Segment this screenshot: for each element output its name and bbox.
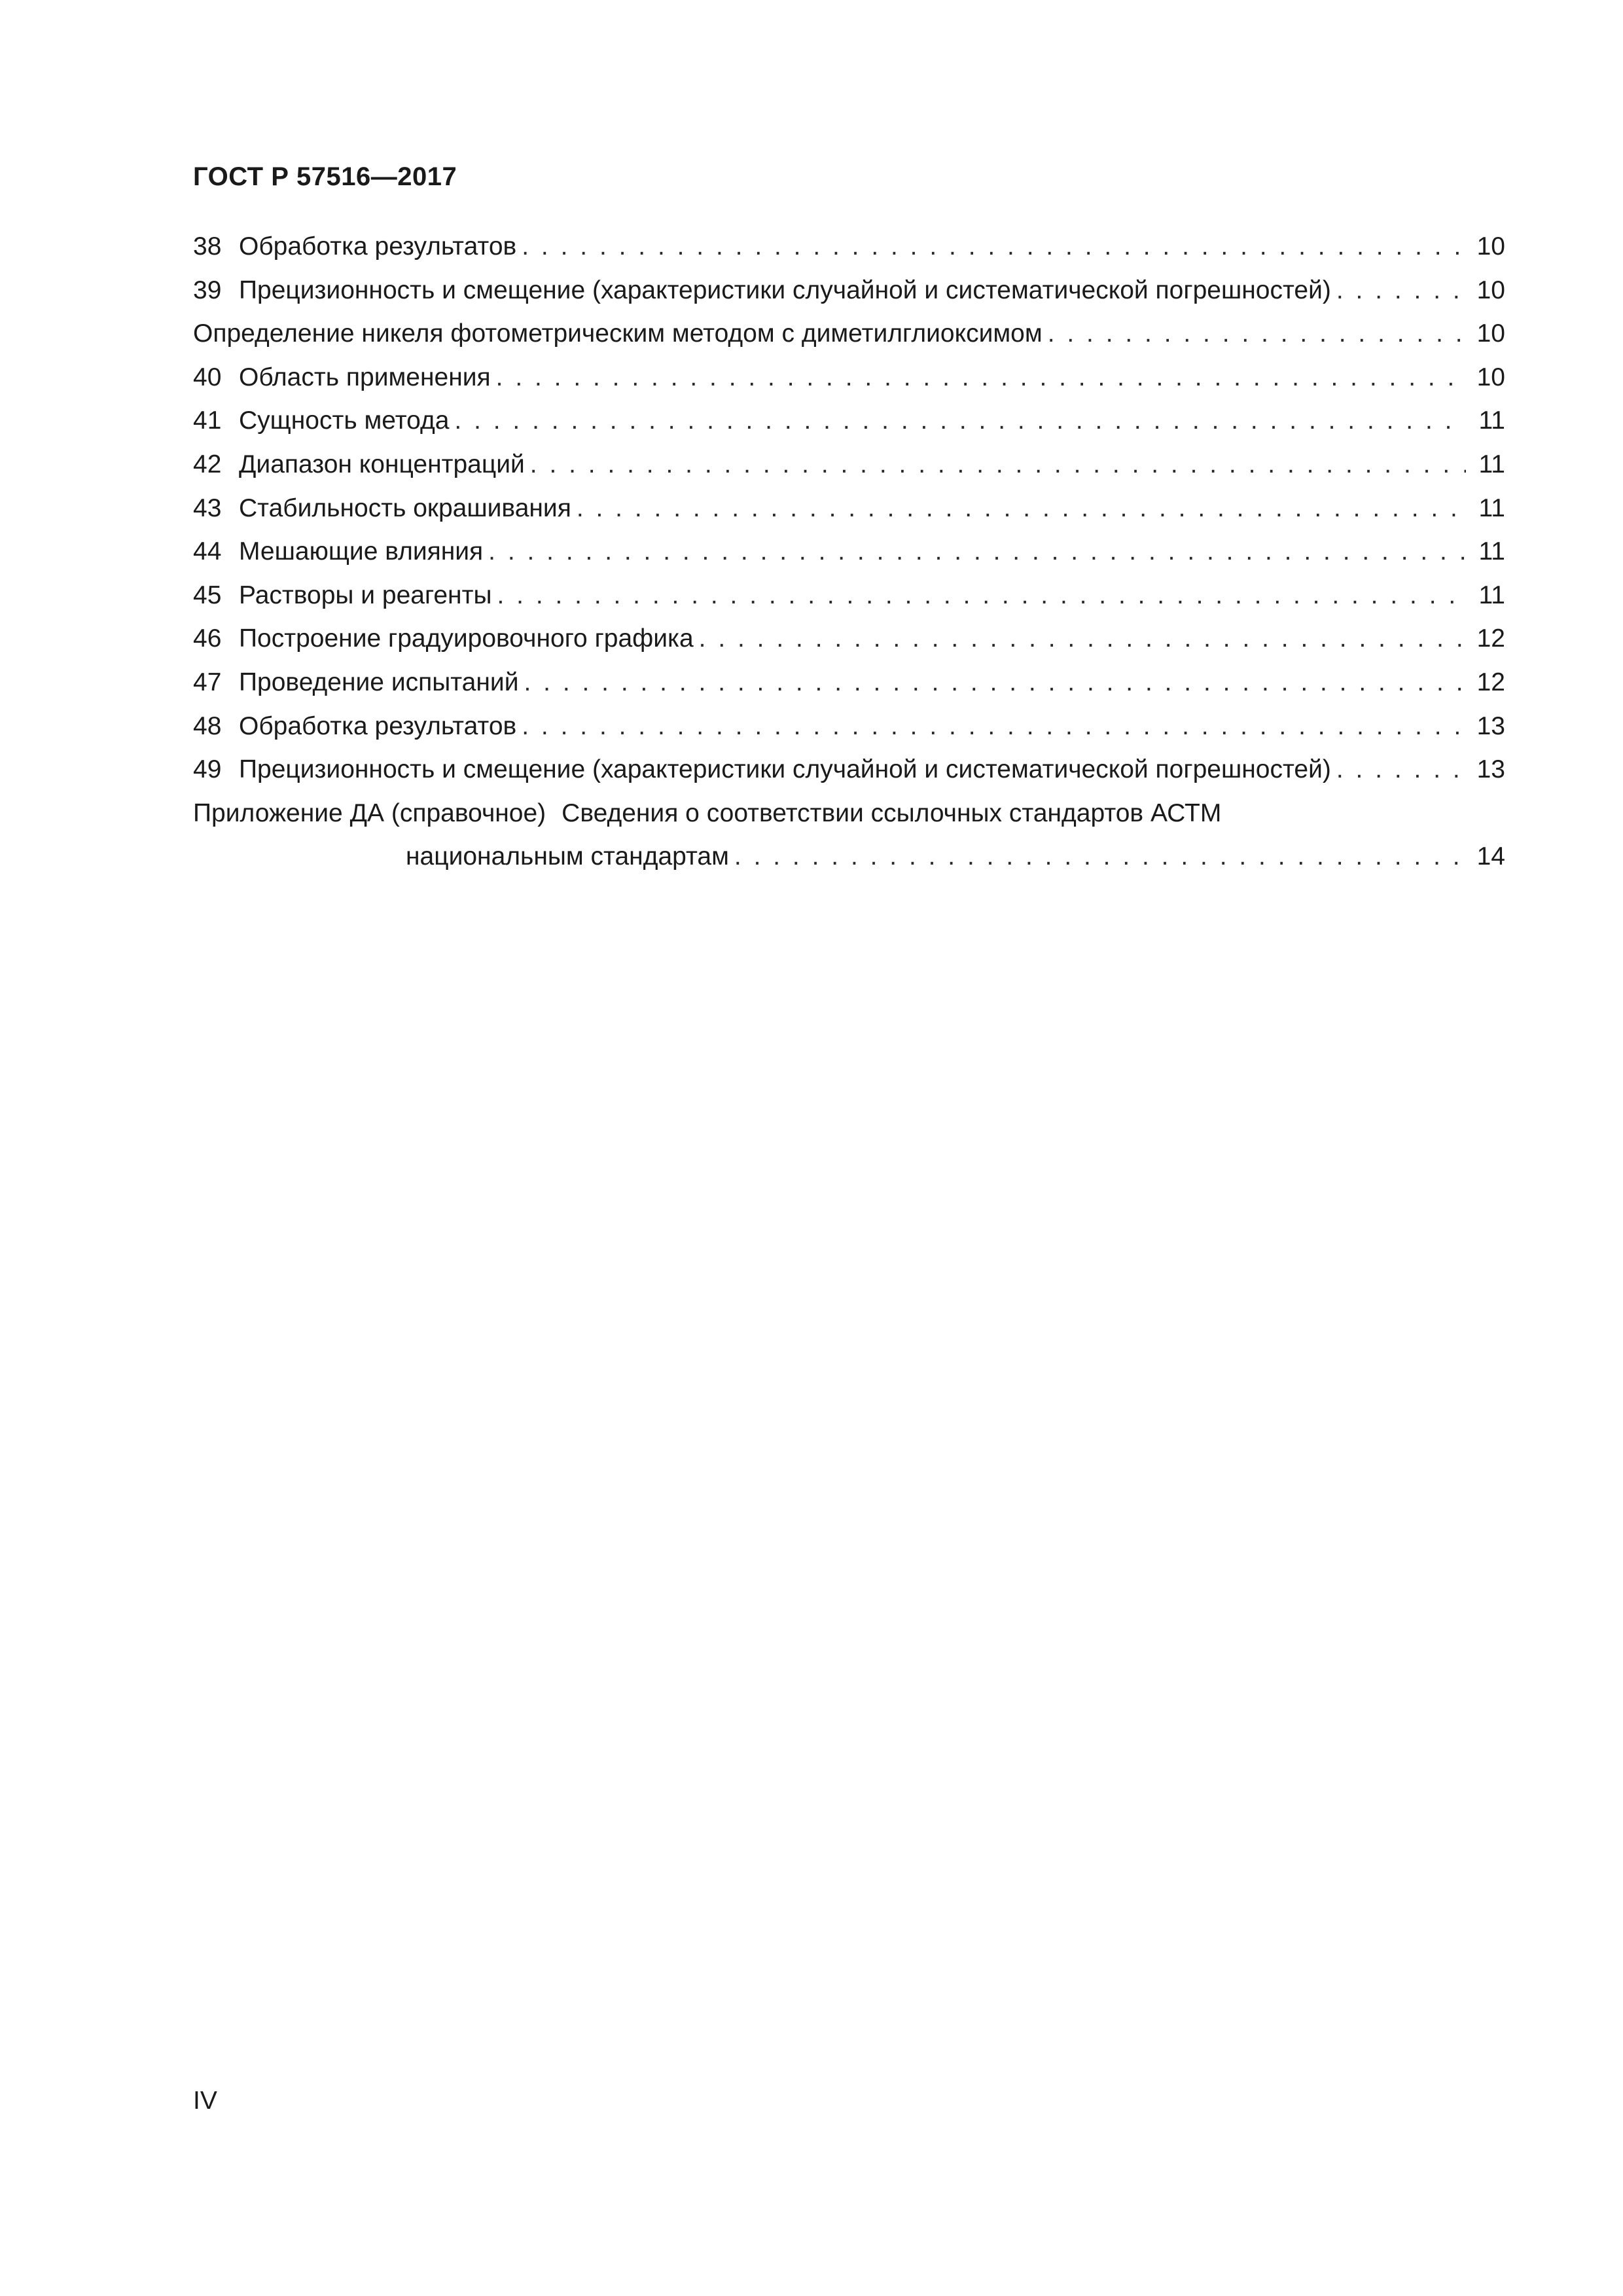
toc-entry-page: 12 bbox=[1476, 624, 1505, 653]
toc-leader-dots bbox=[694, 617, 1466, 661]
toc-entry-page: 13 bbox=[1476, 755, 1505, 784]
toc-entry-title: Стабильность окрашивания bbox=[239, 493, 571, 522]
toc-entry-page: 13 bbox=[1476, 711, 1505, 740]
toc-leader-dots bbox=[525, 443, 1466, 487]
toc-entry-number: 44 bbox=[193, 537, 222, 566]
toc-leader-dots bbox=[518, 661, 1466, 705]
toc-entry-title: Мешающие влияния bbox=[239, 537, 484, 566]
toc-entry-title: Прецизионность и смещение (характеристики случайной и систематической погрешностей) bbox=[239, 276, 1331, 304]
toc-entry-number: 42 bbox=[193, 450, 222, 478]
toc-entry-page: 11 bbox=[1478, 537, 1505, 566]
toc-leader-dots bbox=[491, 574, 1466, 618]
document-header-standard-id: ГОСТ Р 57516—2017 bbox=[193, 162, 457, 191]
toc-entry-number: 41 bbox=[193, 406, 222, 435]
table-of-contents bbox=[193, 225, 1505, 879]
toc-entry-title: Прецизионность и смещение (характеристики случайной и систематической погрешностей) bbox=[239, 755, 1331, 784]
toc-entry-page: 11 bbox=[1478, 493, 1505, 522]
toc-entry-number: 45 bbox=[193, 581, 222, 609]
toc-leader-dots bbox=[483, 530, 1466, 574]
toc-appendix-title-line2: национальным стандартам bbox=[406, 842, 729, 871]
toc-leader-dots bbox=[729, 835, 1466, 879]
toc-appendix-continuation[interactable] bbox=[193, 835, 1505, 879]
toc-entry-title: Растворы и реагенты bbox=[239, 581, 492, 609]
toc-entry-title: Определение никеля фотометрическим методом с диметилглиоксимом bbox=[193, 319, 1043, 348]
toc-entry[interactable] bbox=[193, 574, 1505, 618]
toc-leader-dots bbox=[1331, 748, 1466, 792]
toc-entry-number: 39 bbox=[193, 276, 222, 304]
toc-entry-number: 43 bbox=[193, 493, 222, 522]
toc-appendix-label: Приложение ДА (справочное) bbox=[193, 798, 546, 827]
toc-entry-number: 47 bbox=[193, 668, 222, 696]
toc-entry[interactable] bbox=[193, 269, 1505, 313]
toc-entry-page: 10 bbox=[1476, 319, 1505, 348]
toc-entry[interactable] bbox=[193, 617, 1505, 661]
toc-entry[interactable] bbox=[193, 530, 1505, 574]
toc-entry-title: Проведение испытаний bbox=[239, 668, 519, 696]
toc-entry[interactable] bbox=[193, 356, 1505, 400]
toc-entry-page: 10 bbox=[1476, 276, 1505, 304]
toc-leader-dots bbox=[516, 705, 1466, 749]
toc-entry-number: 48 bbox=[193, 711, 222, 740]
toc-appendix-entry[interactable] bbox=[193, 792, 1505, 836]
toc-entry-title: Обработка результатов bbox=[239, 711, 517, 740]
toc-entry-number: 38 bbox=[193, 232, 222, 260]
toc-leader-dots bbox=[571, 487, 1466, 531]
toc-entry-page: 11 bbox=[1478, 406, 1505, 435]
toc-entry[interactable] bbox=[193, 443, 1505, 487]
toc-entry-page: 11 bbox=[1478, 581, 1505, 609]
page-number: IV bbox=[193, 2087, 217, 2115]
toc-section-heading[interactable] bbox=[193, 312, 1505, 356]
toc-entry-number: 46 bbox=[193, 624, 222, 653]
toc-entry[interactable] bbox=[193, 748, 1505, 792]
toc-entry-page: 14 bbox=[1476, 842, 1505, 871]
toc-entry-number: 40 bbox=[193, 363, 222, 391]
toc-entry[interactable] bbox=[193, 661, 1505, 705]
toc-entry[interactable] bbox=[193, 399, 1505, 443]
toc-entry-title: Построение градуировочного графика bbox=[239, 624, 694, 653]
toc-entry-title: Диапазон концентраций bbox=[239, 450, 525, 478]
toc-entry-page: 12 bbox=[1476, 668, 1505, 696]
toc-leader-dots bbox=[1043, 312, 1466, 356]
toc-leader-dots bbox=[449, 399, 1466, 443]
toc-entry[interactable] bbox=[193, 225, 1505, 269]
toc-entry-title: Область применения bbox=[239, 363, 491, 391]
toc-entry-page: 10 bbox=[1476, 232, 1505, 260]
toc-entry[interactable] bbox=[193, 487, 1505, 531]
toc-leader-dots bbox=[491, 356, 1466, 400]
toc-entry[interactable] bbox=[193, 705, 1505, 749]
toc-entry-page: 10 bbox=[1476, 363, 1505, 391]
toc-entry-page: 11 bbox=[1478, 450, 1505, 478]
toc-entry-number: 49 bbox=[193, 755, 222, 784]
toc-leader-dots bbox=[516, 225, 1466, 269]
toc-entry-title: Сущность метода bbox=[239, 406, 450, 435]
toc-leader-dots bbox=[1331, 269, 1466, 313]
toc-appendix-title-line1: Сведения о соответствии ссылочных стандартов АСТМ bbox=[562, 798, 1222, 827]
toc-entry-title: Обработка результатов bbox=[239, 232, 517, 260]
